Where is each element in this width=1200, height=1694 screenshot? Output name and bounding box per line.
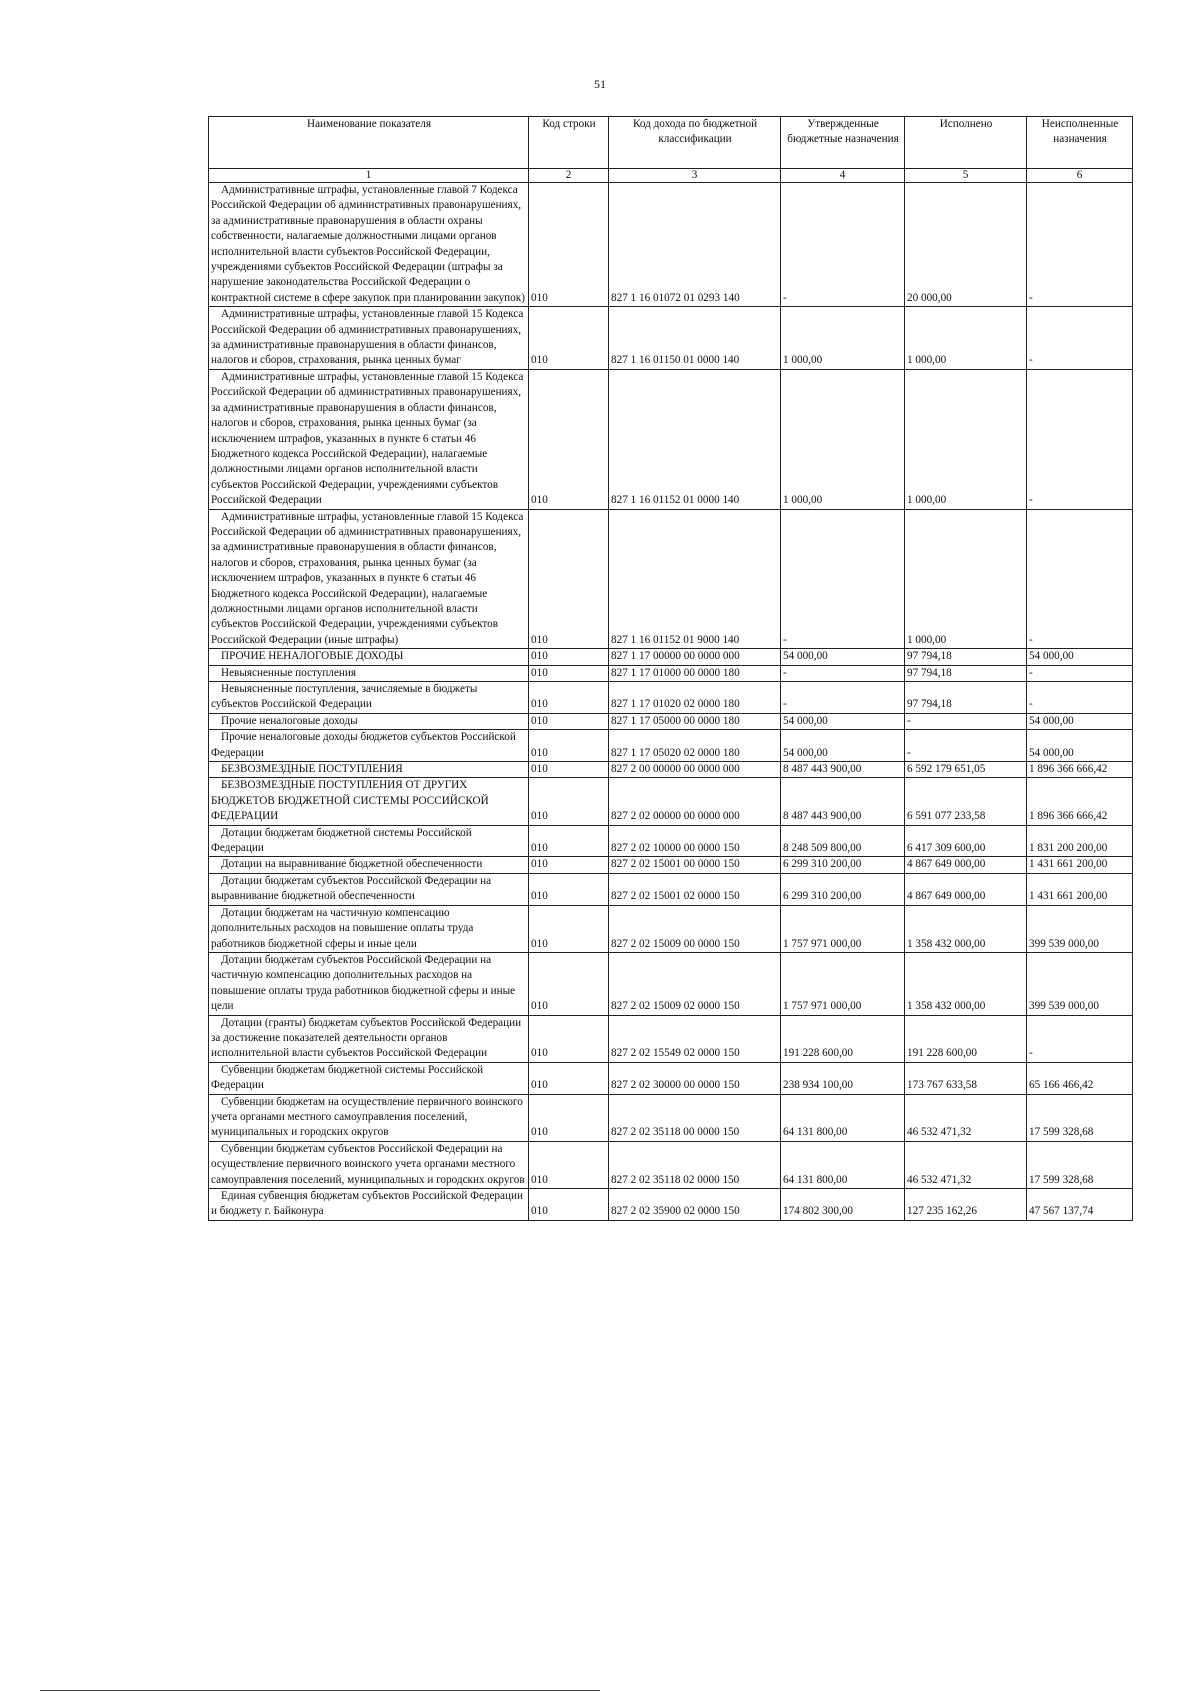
table-row: [209, 307, 1133, 370]
table-row: [209, 713, 1133, 729]
approved-cell: 8 248 509 800,00: [781, 825, 905, 857]
line-code-cell: 010: [529, 825, 609, 857]
executed-cell: 1 358 432 000,00: [905, 905, 1027, 952]
line-code-cell: 010: [529, 1062, 609, 1094]
income-code-cell: 827 1 17 05020 02 0000 180: [609, 730, 781, 762]
budget-execution-table: [208, 116, 1133, 1221]
unexecuted-cell: 1 431 661 200,00: [1027, 857, 1133, 873]
executed-cell: 46 532 471,32: [905, 1141, 1027, 1188]
table-row: [209, 1141, 1133, 1188]
table-row: [209, 905, 1133, 952]
approved-cell: -: [781, 665, 905, 681]
executed-cell: 97 794,18: [905, 665, 1027, 681]
income-code-cell: 827 2 02 00000 00 0000 000: [609, 778, 781, 825]
approved-cell: 1 757 971 000,00: [781, 905, 905, 952]
approved-cell: 64 131 800,00: [781, 1141, 905, 1188]
approved-cell: 54 000,00: [781, 713, 905, 729]
indicator-name-cell: Административные штрафы, установленные главой 15 Кодекса Российской Федерации об административных правонарушениях, за административные правонарушения в области финансов, налогов и сборов, страхования, рынка ценных бумаг: [209, 307, 529, 370]
income-code-cell: 827 1 16 01150 01 0000 140: [609, 307, 781, 370]
indicator-name-cell: Дотации (гранты) бюджетам субъектов Российской Федерации за достижение показателей деятельности органов исполнительной власти субъектов Российской Федерации: [209, 1015, 529, 1062]
line-code-cell: 010: [529, 649, 609, 665]
approved-cell: 6 299 310 200,00: [781, 857, 905, 873]
unexecuted-cell: -: [1027, 183, 1133, 307]
line-code-cell: 010: [529, 665, 609, 681]
table-row: [209, 1094, 1133, 1141]
column-number: 6: [1027, 169, 1133, 183]
line-code-cell: 010: [529, 183, 609, 307]
executed-cell: 191 228 600,00: [905, 1015, 1027, 1062]
line-code-cell: 010: [529, 778, 609, 825]
indicator-name-cell: Единая субвенция бюджетам субъектов Российской Федерации и бюджету г. Байконура: [209, 1189, 529, 1221]
table-row: [209, 1189, 1133, 1221]
line-code-cell: 010: [529, 905, 609, 952]
executed-cell: 97 794,18: [905, 682, 1027, 714]
column-number: 3: [609, 169, 781, 183]
income-code-cell: 827 2 02 15549 02 0000 150: [609, 1015, 781, 1062]
approved-cell: -: [781, 183, 905, 307]
table-row: [209, 682, 1133, 714]
executed-cell: 6 592 179 651,05: [905, 762, 1027, 778]
table-row: [209, 183, 1133, 307]
income-code-cell: 827 2 02 15001 02 0000 150: [609, 873, 781, 905]
executed-cell: -: [905, 713, 1027, 729]
executed-cell: 1 358 432 000,00: [905, 952, 1027, 1015]
table-row: [209, 730, 1133, 762]
income-code-cell: 827 2 02 10000 00 0000 150: [609, 825, 781, 857]
header-income-code: Код дохода по бюджетной классификации: [609, 117, 781, 169]
income-code-cell: 827 2 02 35900 02 0000 150: [609, 1189, 781, 1221]
unexecuted-cell: 1 896 366 666,42: [1027, 778, 1133, 825]
header-executed: Исполнено: [905, 117, 1027, 169]
income-code-cell: 827 1 16 01072 01 0293 140: [609, 183, 781, 307]
executed-cell: 4 867 649 000,00: [905, 857, 1027, 873]
approved-cell: 174 802 300,00: [781, 1189, 905, 1221]
income-code-cell: 827 1 16 01152 01 0000 140: [609, 369, 781, 509]
line-code-cell: 010: [529, 952, 609, 1015]
column-number: 1: [209, 169, 529, 183]
executed-cell: 6 417 309 600,00: [905, 825, 1027, 857]
income-code-cell: 827 2 00 00000 00 0000 000: [609, 762, 781, 778]
table-row: [209, 509, 1133, 649]
executed-cell: 4 867 649 000,00: [905, 873, 1027, 905]
income-code-cell: 827 1 16 01152 01 9000 140: [609, 509, 781, 649]
income-code-cell: 827 2 02 30000 00 0000 150: [609, 1062, 781, 1094]
line-code-cell: 010: [529, 713, 609, 729]
line-code-cell: 010: [529, 369, 609, 509]
column-number: 2: [529, 169, 609, 183]
unexecuted-cell: -: [1027, 1015, 1133, 1062]
income-code-cell: 827 2 02 35118 00 0000 150: [609, 1094, 781, 1141]
table-body: [209, 183, 1133, 1221]
indicator-name-cell: Административные штрафы, установленные главой 15 Кодекса Российской Федерации об административных правонарушениях, за административные правонарушения в области финансов, налогов и сборов, страхования, рынка ценных бумаг (за исключением штрафов, указанных в пункте 6 статьи 46 Бюджетного кодекса Российской Федерации), налагаемые должностными лицами органов исполнительной власти субъектов Российской Федерации, учреждениями субъектов Российской Федерации: [209, 369, 529, 509]
executed-cell: 1 000,00: [905, 509, 1027, 649]
table-row: [209, 369, 1133, 509]
bottom-rule: [40, 1690, 600, 1691]
executed-cell: 1 000,00: [905, 369, 1027, 509]
line-code-cell: 010: [529, 1141, 609, 1188]
table-row: [209, 1062, 1133, 1094]
unexecuted-cell: 65 166 466,42: [1027, 1062, 1133, 1094]
header-row: [209, 117, 1133, 169]
income-code-cell: 827 2 02 15009 02 0000 150: [609, 952, 781, 1015]
indicator-name-cell: Административные штрафы, установленные главой 7 Кодекса Российской Федерации об административных правонарушениях, за административные правонарушения в области охраны собственности, налагаемые должностными лицами органов исполнительной власти субъектов Российской Федерации, учреждениями субъектов Российской Федерации (штрафы за нарушение законодательства Российской Федерации о контрактной системе в сфере закупок при планировании закупок): [209, 183, 529, 307]
indicator-name-cell: БЕЗВОЗМЕЗДНЫЕ ПОСТУПЛЕНИЯ: [209, 762, 529, 778]
indicator-name-cell: Дотации бюджетам субъектов Российской Федерации на выравнивание бюджетной обеспеченности: [209, 873, 529, 905]
unexecuted-cell: 47 567 137,74: [1027, 1189, 1133, 1221]
income-code-cell: 827 1 17 01020 02 0000 180: [609, 682, 781, 714]
table-row: [209, 1015, 1133, 1062]
unexecuted-cell: 54 000,00: [1027, 730, 1133, 762]
header-indicator-name: Наименование показателя: [209, 117, 529, 169]
approved-cell: 238 934 100,00: [781, 1062, 905, 1094]
approved-cell: 64 131 800,00: [781, 1094, 905, 1141]
indicator-name-cell: ПРОЧИЕ НЕНАЛОГОВЫЕ ДОХОДЫ: [209, 649, 529, 665]
income-code-cell: 827 2 02 15001 00 0000 150: [609, 857, 781, 873]
indicator-name-cell: Административные штрафы, установленные главой 15 Кодекса Российской Федерации об административных правонарушениях, за административные правонарушения в области финансов, налогов и сборов, страхования, рынка ценных бумаг (за исключением штрафов, указанных в пункте 6 статьи 46 Бюджетного кодекса Российской Федерации), налагаемые должностными лицами органов исполнительной власти субъектов Российской Федерации, учреждениями субъектов Российской Федерации (иные штрафы): [209, 509, 529, 649]
line-code-cell: 010: [529, 873, 609, 905]
executed-cell: -: [905, 730, 1027, 762]
income-code-cell: 827 1 17 01000 00 0000 180: [609, 665, 781, 681]
indicator-name-cell: Невыясненные поступления: [209, 665, 529, 681]
unexecuted-cell: -: [1027, 369, 1133, 509]
page-number: 51: [594, 77, 606, 91]
unexecuted-cell: 1 431 661 200,00: [1027, 873, 1133, 905]
unexecuted-cell: 17 599 328,68: [1027, 1094, 1133, 1141]
executed-cell: 46 532 471,32: [905, 1094, 1027, 1141]
indicator-name-cell: Прочие неналоговые доходы бюджетов субъектов Российской Федерации: [209, 730, 529, 762]
table-row: [209, 778, 1133, 825]
line-code-cell: 010: [529, 857, 609, 873]
column-number-row: [209, 169, 1133, 183]
indicator-name-cell: Субвенции бюджетам субъектов Российской Федерации на осуществление первичного воинского учета органами местного самоуправления поселений, муниципальных и городских округов: [209, 1141, 529, 1188]
approved-cell: 8 487 443 900,00: [781, 778, 905, 825]
indicator-name-cell: Субвенции бюджетам на осуществление первичного воинского учета органами местного самоуправления поселений, муниципальных и городских округов: [209, 1094, 529, 1141]
unexecuted-cell: 17 599 328,68: [1027, 1141, 1133, 1188]
approved-cell: 1 000,00: [781, 369, 905, 509]
line-code-cell: 010: [529, 1015, 609, 1062]
income-code-cell: 827 2 02 15009 00 0000 150: [609, 905, 781, 952]
indicator-name-cell: Дотации бюджетам субъектов Российской Федерации на частичную компенсацию дополнительных расходов на повышение оплаты труда работников бюджетной сферы и иные цели: [209, 952, 529, 1015]
approved-cell: 8 487 443 900,00: [781, 762, 905, 778]
line-code-cell: 010: [529, 762, 609, 778]
indicator-name-cell: Дотации бюджетам бюджетной системы Российской Федерации: [209, 825, 529, 857]
table-row: [209, 825, 1133, 857]
approved-cell: 191 228 600,00: [781, 1015, 905, 1062]
approved-cell: 1 757 971 000,00: [781, 952, 905, 1015]
indicator-name-cell: Дотации бюджетам на частичную компенсацию дополнительных расходов на повышение оплаты труда работников бюджетной сферы и иные цели: [209, 905, 529, 952]
executed-cell: 1 000,00: [905, 307, 1027, 370]
executed-cell: 127 235 162,26: [905, 1189, 1027, 1221]
table-row: [209, 762, 1133, 778]
table-row: [209, 649, 1133, 665]
approved-cell: 54 000,00: [781, 730, 905, 762]
column-number: 4: [781, 169, 905, 183]
unexecuted-cell: 399 539 000,00: [1027, 905, 1133, 952]
approved-cell: 1 000,00: [781, 307, 905, 370]
executed-cell: 173 767 633,58: [905, 1062, 1027, 1094]
line-code-cell: 010: [529, 307, 609, 370]
table-row: [209, 952, 1133, 1015]
unexecuted-cell: 1 896 366 666,42: [1027, 762, 1133, 778]
unexecuted-cell: 54 000,00: [1027, 713, 1133, 729]
income-code-cell: 827 2 02 35118 02 0000 150: [609, 1141, 781, 1188]
header-line-code: Код строки: [529, 117, 609, 169]
table-row: [209, 857, 1133, 873]
executed-cell: 20 000,00: [905, 183, 1027, 307]
line-code-cell: 010: [529, 682, 609, 714]
income-code-cell: 827 1 17 00000 00 0000 000: [609, 649, 781, 665]
unexecuted-cell: -: [1027, 509, 1133, 649]
indicator-name-cell: Субвенции бюджетам бюджетной системы Российской Федерации: [209, 1062, 529, 1094]
table-row: [209, 665, 1133, 681]
unexecuted-cell: -: [1027, 665, 1133, 681]
executed-cell: 97 794,18: [905, 649, 1027, 665]
income-code-cell: 827 1 17 05000 00 0000 180: [609, 713, 781, 729]
unexecuted-cell: 399 539 000,00: [1027, 952, 1133, 1015]
approved-cell: 54 000,00: [781, 649, 905, 665]
indicator-name-cell: Невыясненные поступления, зачисляемые в бюджеты субъектов Российской Федерации: [209, 682, 529, 714]
approved-cell: 6 299 310 200,00: [781, 873, 905, 905]
approved-cell: -: [781, 509, 905, 649]
unexecuted-cell: 1 831 200 200,00: [1027, 825, 1133, 857]
unexecuted-cell: 54 000,00: [1027, 649, 1133, 665]
line-code-cell: 010: [529, 730, 609, 762]
header-approved: Утвержденные бюджетные назначения: [781, 117, 905, 169]
approved-cell: -: [781, 682, 905, 714]
indicator-name-cell: Дотации на выравнивание бюджетной обеспеченности: [209, 857, 529, 873]
unexecuted-cell: -: [1027, 682, 1133, 714]
line-code-cell: 010: [529, 1094, 609, 1141]
unexecuted-cell: -: [1027, 307, 1133, 370]
indicator-name-cell: Прочие неналоговые доходы: [209, 713, 529, 729]
column-number: 5: [905, 169, 1027, 183]
line-code-cell: 010: [529, 1189, 609, 1221]
indicator-name-cell: БЕЗВОЗМЕЗДНЫЕ ПОСТУПЛЕНИЯ ОТ ДРУГИХ БЮДЖЕТОВ БЮДЖЕТНОЙ СИСТЕМЫ РОССИЙСКОЙ ФЕДЕРАЦИИ: [209, 778, 529, 825]
line-code-cell: 010: [529, 509, 609, 649]
table-row: [209, 873, 1133, 905]
header-unexecuted: Неисполненные назначения: [1027, 117, 1133, 169]
executed-cell: 6 591 077 233,58: [905, 778, 1027, 825]
